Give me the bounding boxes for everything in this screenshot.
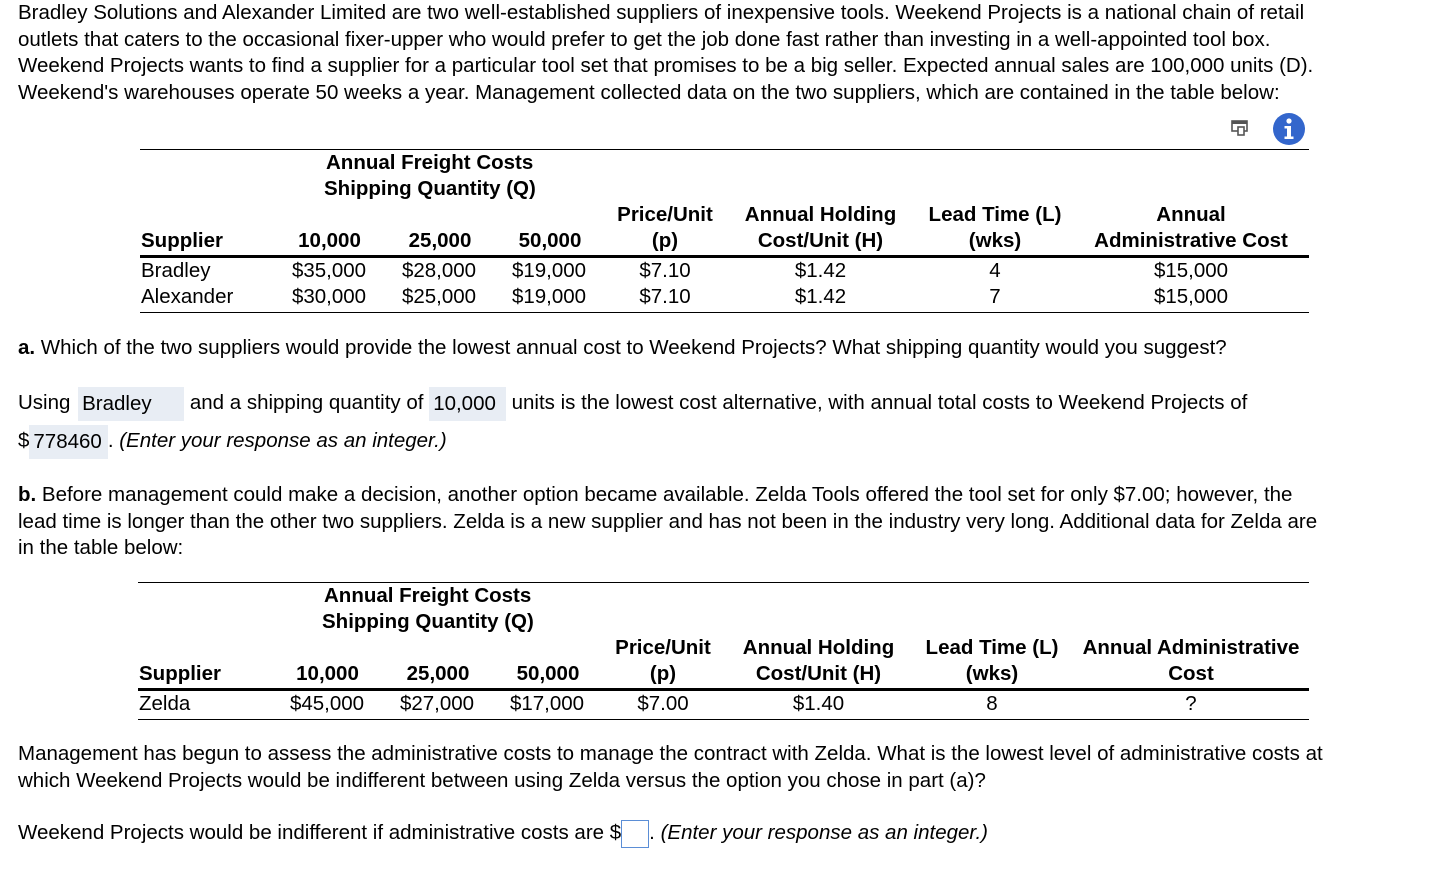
supplier-answer-field[interactable]: Bradley: [78, 387, 184, 421]
cell-q3: $17,000: [509, 692, 585, 715]
cell-admin: ?: [1185, 692, 1197, 715]
cell-q3: $19,000: [511, 285, 587, 308]
cell-q1: $45,000: [289, 692, 365, 715]
header-q2: 25,000: [406, 662, 470, 685]
cell-q2: $25,000: [401, 285, 477, 308]
cell-admin: $15,000: [1153, 285, 1229, 308]
management-line: Management has begun to assess the administrative costs to manage the contract with Zelda. What is the lowest level of administrative costs at: [18, 742, 1323, 765]
cell-q1: $35,000: [291, 259, 367, 282]
part-b-paragraph: [18, 482, 1423, 562]
header-q2: 25,000: [408, 229, 472, 252]
header-holding: Annual Holding: [744, 203, 897, 226]
intro-line: outlets that caters to the occasional fixer-upper who would prefer to get the job done fast rather than investing in a well-appointed tool box.: [18, 27, 1271, 51]
part-a-answer-line: [18, 384, 1247, 422]
header-price: Price/Unit: [617, 203, 713, 226]
header-holding: Cost/Unit (H): [755, 662, 882, 685]
header-lead-time: (wks): [965, 662, 1019, 685]
final-answer-line: [18, 816, 988, 850]
management-paragraph: [18, 741, 1423, 794]
part-a-question: [18, 335, 1423, 362]
header-admin: Administrative Cost: [1094, 229, 1288, 252]
header-lead-time: (wks): [968, 229, 1022, 252]
cell-holding: $1.42: [794, 259, 847, 282]
part-b-label: b.: [18, 483, 37, 506]
management-line: which Weekend Projects would be indifferent between using Zelda versus the option you chose in part (a)?: [18, 768, 986, 792]
text-shipping-quantity: and a shipping quantity of: [189, 391, 424, 414]
cell-admin: $15,000: [1153, 259, 1229, 282]
cell-price: $7.00: [637, 692, 689, 715]
header-price: (p): [651, 229, 679, 252]
header-supplier: Supplier: [141, 229, 224, 252]
cell-supplier: Bradley: [141, 259, 211, 282]
header-holding: Cost/Unit (H): [757, 229, 884, 252]
intro-line: Weekend Projects wants to find a supplier for a particular tool set that promises to be a big seller. Expected annual sales are 100,000 units (D).: [18, 54, 1314, 77]
text-using: Using: [18, 391, 71, 414]
cell-price: $7.10: [639, 259, 691, 282]
header-admin: Annual: [1156, 203, 1226, 226]
table-bottom-rule: [140, 312, 1309, 313]
integer-hint: (Enter your response as an integer.): [660, 821, 988, 844]
integer-hint: (Enter your response as an integer.): [119, 429, 447, 452]
header-q1: 10,000: [296, 662, 359, 685]
header-lead-time: Lead Time (L): [925, 636, 1059, 659]
part-a-question-text: Which of the two suppliers would provide the lowest annual cost to Weekend Projects? What shipping quantity would you suggest?: [35, 336, 1227, 359]
cell-lead: 4: [989, 259, 1001, 282]
final-question-text: Weekend Projects would be indifferent if administrative costs are $: [18, 821, 622, 844]
table-bottom-rule: [138, 719, 1309, 720]
cell-holding: $1.40: [792, 692, 845, 715]
cell-lead: 7: [989, 285, 1001, 308]
intro-line: Weekend's warehouses operate 50 weeks a year. Management collected data on the two suppliers, which are contained in the table below:: [18, 80, 1280, 104]
cell-lead: 8: [986, 692, 998, 715]
part-b-line: in the table below:: [18, 536, 184, 559]
cost-answer-field[interactable]: 778460: [29, 425, 107, 459]
cell-q3: $19,000: [511, 259, 587, 282]
header-lead-time: Lead Time (L): [928, 203, 1062, 226]
cell-q1: $30,000: [291, 285, 367, 308]
header-holding: Annual Holding: [742, 636, 895, 659]
table-top-rule: [138, 582, 1309, 583]
part-b-line: lead time is longer than the other two suppliers. Zelda is a new supplier and has not been in the industry very long. Additional data for Zelda are: [18, 509, 1318, 533]
text-lowest-cost: units is the lowest cost alternative, with annual total costs to Weekend Projects of: [511, 391, 1248, 414]
part-a-label: a.: [18, 336, 36, 359]
cell-supplier: Zelda: [139, 692, 191, 715]
table-top-rule: [140, 149, 1309, 150]
cell-price: $7.10: [639, 285, 691, 308]
dollar-sign: $: [18, 429, 30, 452]
header-q1: 10,000: [298, 229, 361, 252]
admin-cost-input[interactable]: [621, 820, 649, 848]
header-price: Price/Unit: [615, 636, 711, 659]
copy-icon[interactable]: [1229, 116, 1253, 140]
period: .: [107, 429, 114, 452]
group-header: Shipping Quantity (Q): [324, 177, 536, 200]
part-a-cost-line: [18, 422, 447, 460]
group-header: Shipping Quantity (Q): [322, 610, 534, 633]
header-admin: Cost: [1168, 662, 1214, 685]
quantity-answer-field[interactable]: 10,000: [429, 387, 506, 421]
intro-line: Bradley Solutions and Alexander Limited are two well-established suppliers of inexpensive tools. Weekend Projects is a national chain of retail: [18, 1, 1305, 24]
part-b-line: Before management could make a decision, another option became available. Zelda Tools offered the tool set for only $7.00; however, the: [36, 483, 1293, 506]
info-icon[interactable]: [1272, 112, 1306, 146]
header-q3: 50,000: [516, 662, 580, 685]
header-admin: Annual Administrative: [1082, 636, 1300, 659]
cell-holding: $1.42: [794, 285, 847, 308]
header-supplier: Supplier: [139, 662, 222, 685]
period: .: [649, 821, 655, 844]
header-q3: 50,000: [518, 229, 582, 252]
intro-paragraph: [18, 0, 1423, 106]
cell-supplier: Alexander: [141, 285, 234, 308]
cell-q2: $28,000: [401, 259, 477, 282]
cell-q2: $27,000: [399, 692, 475, 715]
group-header: Annual Freight Costs: [324, 584, 532, 607]
header-price: (p): [649, 662, 677, 685]
group-header: Annual Freight Costs: [326, 151, 534, 174]
